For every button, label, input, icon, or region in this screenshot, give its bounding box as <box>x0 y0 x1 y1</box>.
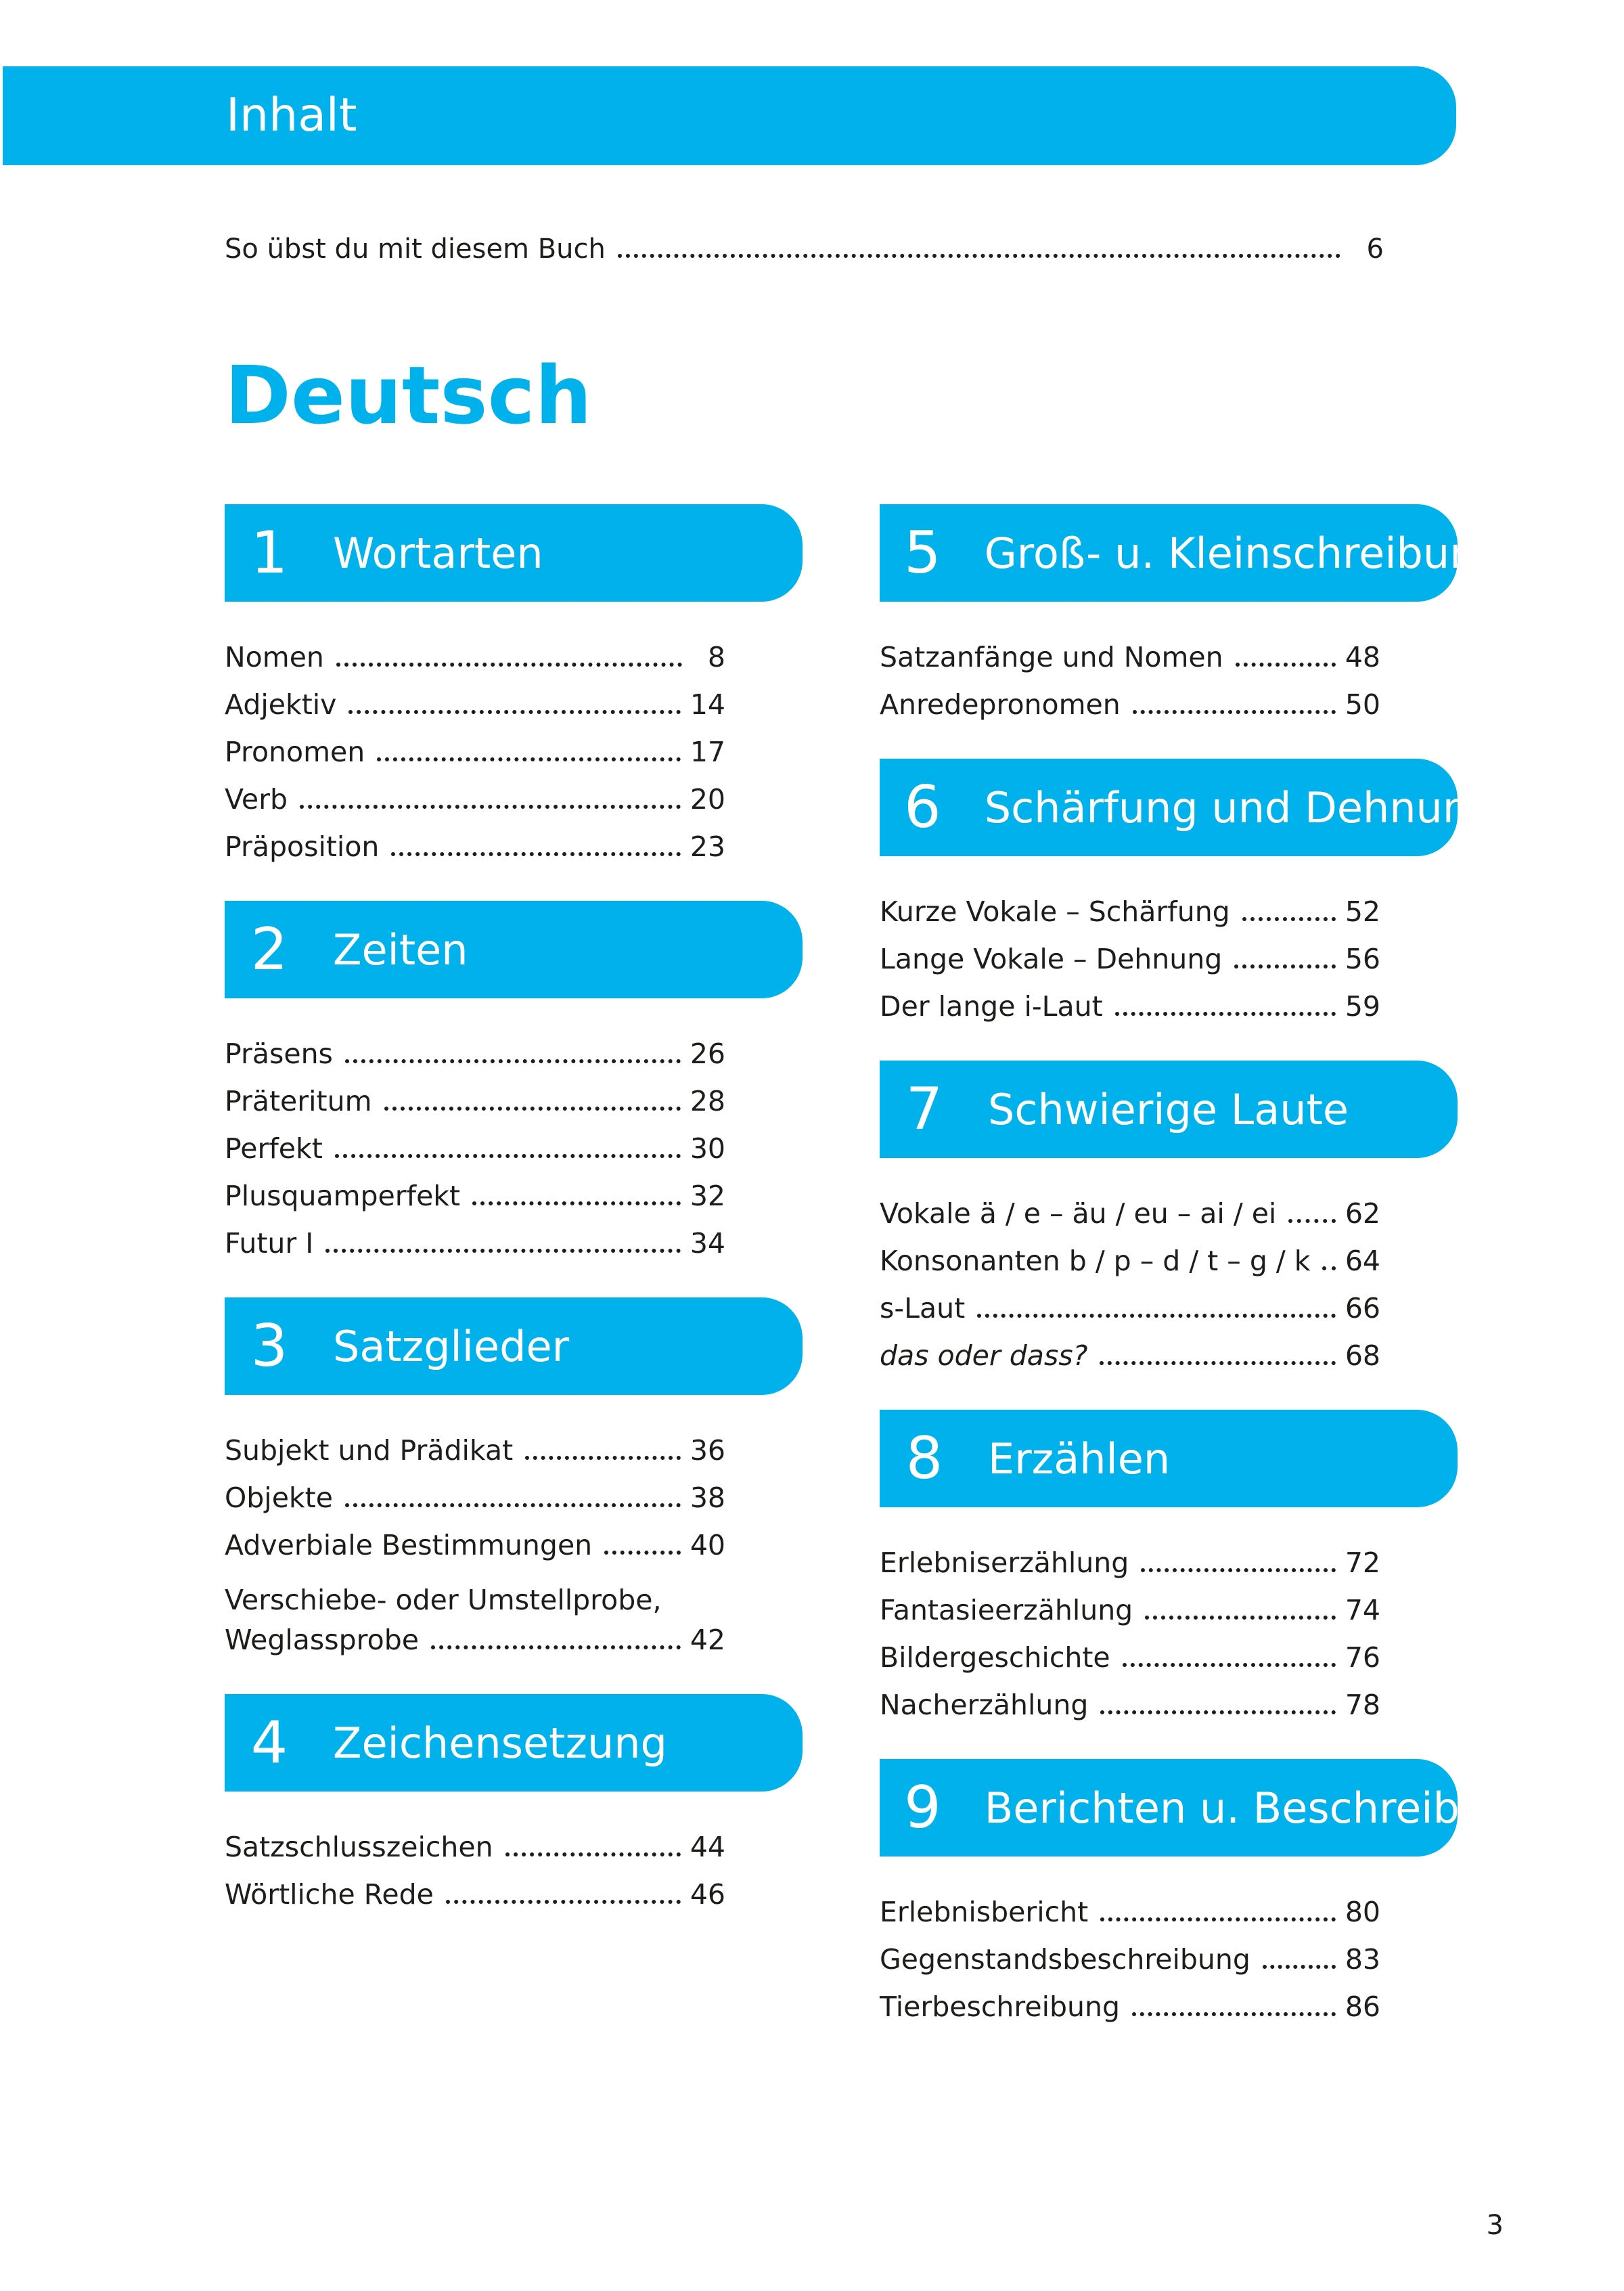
toc-entry[interactable] <box>225 1529 725 1576</box>
leader-dots <box>1133 710 1336 714</box>
toc-entry-text: Adverbiale Bestimmungen <box>225 1529 593 1561</box>
intro-entry[interactable] <box>225 233 1384 280</box>
chapter-number: 1 <box>250 519 288 587</box>
chapter-number: 5 <box>904 519 941 587</box>
chapter-number: 4 <box>250 1709 288 1777</box>
toc-entry[interactable] <box>225 1227 725 1274</box>
toc-entry[interactable] <box>225 1132 725 1180</box>
toc-entry-page: 42 <box>690 1624 725 1656</box>
chapter-section <box>880 1759 1512 2038</box>
leader-dots <box>1288 1219 1336 1223</box>
toc-entry[interactable] <box>880 1292 1380 1339</box>
toc-entry[interactable] <box>880 943 1380 990</box>
leader-dots <box>1100 1361 1335 1365</box>
leader-dots <box>1115 1012 1336 1016</box>
chapter-title: Groß- u. Kleinschreibung <box>984 528 1503 578</box>
toc-entry-text: Lange Vokale – Dehnung <box>880 943 1223 975</box>
chapter-entries <box>880 641 1380 736</box>
leader-dots <box>525 1456 681 1460</box>
left-column <box>225 504 803 1949</box>
toc-entry-text: Erlebniserzählung <box>880 1547 1129 1579</box>
toc-entry-text: Wörtliche Rede <box>225 1878 434 1911</box>
chapter-entries <box>225 641 725 878</box>
toc-entry-page: 86 <box>1345 1990 1380 2023</box>
chapter-section <box>225 504 803 878</box>
toc-entry-page: 68 <box>1345 1339 1380 1372</box>
toc-entry-text: s-Laut <box>880 1292 966 1325</box>
leader-dots <box>1100 1710 1335 1714</box>
toc-entry-text: Satzanfänge und Nomen <box>880 641 1223 673</box>
chapter-entries <box>880 895 1380 1038</box>
leader-dots <box>1145 1616 1336 1620</box>
toc-entry-text: Verb <box>225 783 288 816</box>
toc-entry[interactable] <box>880 1547 1380 1594</box>
toc-entry-text: Futur I <box>225 1227 314 1260</box>
chapter-section <box>880 504 1503 736</box>
toc-entry-text: Erlebnisbericht <box>880 1896 1089 1928</box>
toc-entry[interactable] <box>225 1831 725 1878</box>
toc-entry-text: Weglassprobe <box>225 1624 419 1656</box>
chapter-number: 2 <box>250 916 288 983</box>
toc-entry[interactable] <box>225 1038 725 1085</box>
toc-entry-page: 17 <box>690 736 725 768</box>
chapter-title: Schwierige Laute <box>988 1084 1349 1134</box>
contents-header-title: Inhalt <box>226 89 357 142</box>
toc-entry-page: 28 <box>690 1085 725 1117</box>
chapter-title: Satzglieder <box>333 1321 570 1371</box>
toc-entry-page: 38 <box>690 1482 725 1514</box>
chapter-entries <box>225 1038 725 1274</box>
toc-entry-page: 72 <box>1345 1547 1380 1579</box>
chapter-entries <box>880 1547 1380 1736</box>
chapter-header-bar[interactable] <box>880 1061 1458 1158</box>
toc-entry[interactable] <box>880 1896 1380 1943</box>
toc-entry-page: 8 <box>707 641 725 673</box>
intro-entry-page: 6 <box>1366 233 1384 265</box>
toc-entry-page: 30 <box>690 1132 725 1165</box>
toc-entry-page: 50 <box>1345 688 1380 721</box>
toc-entry-text: Nomen <box>225 641 324 673</box>
toc-entry[interactable] <box>880 1641 1380 1689</box>
toc-entry-text: Gegenstandsbeschreibung <box>880 1943 1250 1976</box>
leader-dots <box>345 1059 681 1063</box>
toc-entry-page: 36 <box>690 1434 725 1467</box>
toc-entry-page: 46 <box>690 1878 725 1911</box>
toc-entry-line: Verschiebe- oder Umstellprobe, <box>225 1584 662 1616</box>
chapter-title: Wortarten <box>333 528 543 578</box>
intro-entry-text: So übst du mit diesem Buch <box>225 233 606 265</box>
leader-dots <box>1322 1266 1335 1270</box>
toc-entry-text: Präsens <box>225 1038 333 1070</box>
leader-dots <box>1242 917 1336 921</box>
toc-entry[interactable] <box>880 1339 1380 1387</box>
toc-entry-page: 80 <box>1345 1896 1380 1928</box>
chapter-section <box>880 1061 1458 1387</box>
chapter-section <box>225 901 803 1274</box>
page-number: 3 <box>1486 2210 1504 2241</box>
leader-dots <box>377 757 681 761</box>
toc-entry-page: 76 <box>1345 1641 1380 1674</box>
leader-dots <box>1236 663 1336 667</box>
toc-entry[interactable] <box>880 641 1380 688</box>
chapter-header-bar[interactable] <box>225 1694 803 1792</box>
subject-title: Deutsch <box>225 349 592 442</box>
toc-entry-text: Präposition <box>225 830 380 863</box>
toc-entry-text: Satzschlusszeichen <box>225 1831 493 1863</box>
chapter-entries <box>880 1197 1380 1387</box>
toc-entry-text: Subjekt und Prädikat <box>225 1434 514 1467</box>
toc-entry-text: Pronomen <box>225 736 365 768</box>
leader-dots <box>1263 1965 1336 1969</box>
chapter-header-bar[interactable] <box>225 504 803 602</box>
toc-entry[interactable] <box>225 1878 725 1926</box>
toc-entry-page: 26 <box>690 1038 725 1070</box>
toc-entry-page: 64 <box>1345 1245 1380 1277</box>
leader-dots <box>1141 1568 1336 1572</box>
toc-entry[interactable] <box>225 1482 725 1529</box>
chapter-section <box>225 1297 803 1671</box>
toc-entry-text: Adjektiv <box>225 688 337 721</box>
chapter-section <box>880 759 1496 1038</box>
toc-entry[interactable] <box>225 688 725 736</box>
toc-entry-page: 78 <box>1345 1689 1380 1721</box>
toc-entry[interactable] <box>225 1624 725 1671</box>
leader-dots <box>431 1645 681 1649</box>
right-column <box>880 504 1512 2061</box>
toc-entry-text: Präteritum <box>225 1085 372 1117</box>
toc-entry-page: 59 <box>1345 990 1380 1023</box>
toc-entry-page: 44 <box>690 1831 725 1863</box>
toc-entry[interactable] <box>225 783 725 830</box>
leader-dots <box>336 663 682 667</box>
leader-dots <box>335 1154 681 1158</box>
chapter-header-bar[interactable] <box>880 504 1503 602</box>
chapter-title: Zeichensetzung <box>333 1718 667 1768</box>
toc-entry-page: 23 <box>690 830 725 863</box>
chapter-section <box>225 1694 803 1926</box>
toc-entry-text: Konsonanten b / p – d / t – g / k <box>880 1245 1311 1277</box>
chapter-header-bar[interactable] <box>225 901 803 998</box>
toc-entry[interactable] <box>225 1434 725 1482</box>
toc-entry-page: 14 <box>690 688 725 721</box>
toc-entry-page: 83 <box>1345 1943 1380 1976</box>
chapter-header-bar[interactable] <box>880 1410 1458 1507</box>
toc-entry-text: Vokale ä / e – äu / eu – ai / ei <box>880 1197 1277 1230</box>
toc-entry-page: 52 <box>1345 895 1380 928</box>
toc-entry[interactable] <box>880 688 1380 736</box>
chapter-number: 9 <box>904 1774 941 1842</box>
chapter-title: Zeiten <box>333 925 468 975</box>
leader-dots <box>977 1314 1336 1318</box>
chapter-number: 6 <box>904 774 941 841</box>
chapter-entries <box>225 1831 725 1926</box>
leader-dots <box>345 1503 681 1507</box>
leader-dots <box>325 1249 680 1253</box>
leader-dots <box>384 1107 681 1111</box>
toc-entry-text: Fantasieerzählung <box>880 1594 1133 1626</box>
chapter-number: 7 <box>905 1075 943 1143</box>
toc-entry[interactable] <box>880 1594 1380 1641</box>
toc-entry-text: Plusquamperfekt <box>225 1180 461 1212</box>
chapter-number: 8 <box>905 1425 943 1492</box>
leader-dots <box>1132 2012 1336 2016</box>
toc-entry-page: 34 <box>690 1227 725 1260</box>
leader-dots <box>618 254 1340 258</box>
chapter-header-bar[interactable] <box>880 1759 1512 1856</box>
chapter-header-bar[interactable] <box>225 1297 803 1395</box>
chapter-header-bar[interactable] <box>880 759 1496 856</box>
chapter-number: 3 <box>250 1312 288 1380</box>
leader-dots <box>391 852 680 856</box>
toc-entry[interactable] <box>880 1943 1380 1990</box>
toc-entry-page: 40 <box>690 1529 725 1561</box>
toc-entry-page: 74 <box>1345 1594 1380 1626</box>
chapter-title: Berichten u. Beschreiben <box>984 1783 1512 1833</box>
leader-dots <box>604 1551 681 1555</box>
chapter-title: Erzählen <box>988 1433 1171 1484</box>
toc-entry[interactable] <box>880 1245 1380 1292</box>
toc-entry[interactable] <box>225 1085 725 1132</box>
toc-entry[interactable] <box>225 1180 725 1227</box>
toc-entry-text: Tierbeschreibung <box>880 1990 1120 2023</box>
chapter-section <box>880 1410 1458 1736</box>
toc-entry-text: Bildergeschichte <box>880 1641 1110 1674</box>
toc-entry-page: 48 <box>1345 641 1380 673</box>
toc-entry[interactable] <box>880 990 1380 1038</box>
toc-entry[interactable] <box>225 641 725 688</box>
toc-entry-text: Perfekt <box>225 1132 323 1165</box>
toc-entry-page: 56 <box>1345 943 1380 975</box>
toc-entry-text: Kurze Vokale – Schärfung <box>880 895 1230 928</box>
leader-dots <box>1234 964 1336 969</box>
toc-entry[interactable] <box>880 1689 1380 1736</box>
toc-entry-page: 62 <box>1345 1197 1380 1230</box>
toc-entry-text: Der lange i-Laut <box>880 990 1103 1023</box>
contents-header-bar <box>3 66 1456 165</box>
toc-entry[interactable] <box>225 736 725 783</box>
toc-entry-text: das oder dass? <box>880 1339 1088 1372</box>
leader-dots <box>300 805 681 809</box>
chapter-entries <box>880 1896 1380 2038</box>
leader-dots <box>446 1900 681 1904</box>
leader-dots <box>505 1852 681 1856</box>
chapter-title: Schärfung und Dehnung <box>984 782 1496 832</box>
toc-entry[interactable] <box>225 830 725 878</box>
toc-entry-text: Objekte <box>225 1482 333 1514</box>
leader-dots <box>1123 1663 1336 1667</box>
toc-entry[interactable] <box>880 1197 1380 1245</box>
toc-entry-page: 20 <box>690 783 725 816</box>
toc-entry-page: 66 <box>1345 1292 1380 1325</box>
leader-dots <box>472 1201 681 1205</box>
toc-entry[interactable] <box>880 1990 1380 2038</box>
toc-entry-text: Nacherzählung <box>880 1689 1089 1721</box>
toc-entry-page: 32 <box>690 1180 725 1212</box>
leader-dots <box>348 710 680 714</box>
toc-entry-text: Anredepronomen <box>880 688 1121 721</box>
chapter-entries <box>225 1434 725 1671</box>
leader-dots <box>1100 1917 1336 1921</box>
toc-entry[interactable] <box>880 895 1380 943</box>
